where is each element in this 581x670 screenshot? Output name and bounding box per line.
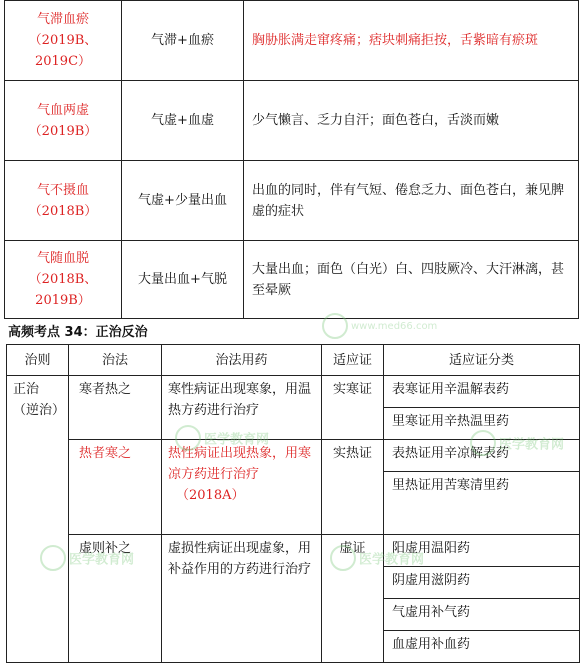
syndrome-years: （2019B） xyxy=(28,123,98,139)
watermark-brand: 医学教育网 xyxy=(204,432,270,448)
syndrome-name: 气不摄血 xyxy=(36,182,89,198)
subtype-cell: 气虚用补气药 xyxy=(384,599,580,631)
subtype-cell: 里热证用苦寒清里药 xyxy=(384,472,580,535)
syndrome-name-cell xyxy=(5,1,122,81)
syndrome-years: （2019B、2019C） xyxy=(28,33,98,69)
syndrome-type: 大量出血+气脱 xyxy=(122,241,244,319)
header-principle: 治则 xyxy=(7,345,69,376)
method-cell: 寒者热之 xyxy=(69,376,162,440)
table-row xyxy=(5,161,579,241)
table-row xyxy=(5,81,579,161)
watermark-brand: 医学教育网 xyxy=(359,552,425,568)
usage-text: 热性病证出现热象，用寒凉方药进行治疗 xyxy=(168,446,312,482)
subtype-cell: 表寒证用辛温解表药 xyxy=(384,376,580,408)
syndrome-symptom: 大量出血；面色（白光）白、四肢厥冷、大汗淋漓，甚至晕厥 xyxy=(244,241,579,319)
usage-text: 寒性病证出现寒象，用温热方药进行治疗 xyxy=(168,382,312,418)
syndrome-name: 气滞血瘀 xyxy=(36,12,89,27)
syndrome-symptom: 少气懒言、乏力自汗；面色苍白，舌淡而嫩 xyxy=(244,81,579,161)
header-subtype: 适应证分类 xyxy=(384,345,580,376)
header-method: 治法 xyxy=(69,345,162,376)
treatment-table xyxy=(6,344,580,663)
syndrome-type: 气虚+少量出血 xyxy=(122,161,244,241)
syndrome-years: （2018B） xyxy=(28,203,98,219)
table-row xyxy=(7,440,580,472)
syndrome-name-cell xyxy=(5,81,122,161)
watermark-site: www.med66.com xyxy=(351,321,438,332)
subtype-cell: 表热证用辛凉解表药 xyxy=(384,440,580,472)
syndrome-table xyxy=(4,0,579,319)
syndrome-symptom: 出血的同时，伴有气短、倦怠乏力、面色苍白，兼见脾虚的症状 xyxy=(244,161,579,241)
syndrome-type: 气滞+血瘀 xyxy=(122,1,244,81)
method-cell: 热者寒之 xyxy=(69,440,162,535)
table-row xyxy=(7,535,580,567)
header-indication: 适应证 xyxy=(322,345,384,376)
watermark-brand: 医学教育网 xyxy=(499,437,565,453)
usage-cell xyxy=(162,376,322,440)
indication-cell: 实寒证 xyxy=(322,376,384,440)
subtype-cell: 阳虚用温阳药 xyxy=(384,535,580,567)
syndrome-name-cell xyxy=(5,161,122,241)
table-row xyxy=(5,241,579,319)
header-usage: 治法用药 xyxy=(162,345,322,376)
syndrome-name: 气随血脱 xyxy=(36,251,89,266)
indication-cell: 实热证 xyxy=(322,440,384,535)
table-row xyxy=(5,1,579,81)
method-cell: 虚则补之 xyxy=(69,535,162,663)
usage-note: （2018A） xyxy=(176,488,245,503)
principle-cell: 正治（逆治） xyxy=(7,376,69,663)
table-row xyxy=(7,376,580,408)
syndrome-type: 气虚+血虚 xyxy=(122,81,244,161)
usage-cell xyxy=(162,440,322,535)
indication-cell: 虚证 xyxy=(322,535,384,663)
usage-cell: 虚损性病证出现虚象，用补益作用的方药进行治疗 xyxy=(162,535,322,663)
header-row xyxy=(7,345,580,376)
syndrome-symptom: 胸胁胀满走窜疼痛；痞块刺痛拒按，舌紫暗有瘀斑 xyxy=(244,1,579,81)
syndrome-years: （2018B、2019B） xyxy=(28,272,98,308)
watermark-brand: 医学教育网 xyxy=(69,552,135,568)
syndrome-name: 气血两虚 xyxy=(36,102,89,118)
subtype-cell: 阴虚用滋阴药 xyxy=(384,567,580,599)
subtype-cell: 里寒证用辛热温里药 xyxy=(384,408,580,440)
section-heading: 高频考点 34：正治反治 xyxy=(8,325,148,340)
syndrome-name-cell xyxy=(5,241,122,319)
subtype-cell: 血虚用补血药 xyxy=(384,631,580,663)
